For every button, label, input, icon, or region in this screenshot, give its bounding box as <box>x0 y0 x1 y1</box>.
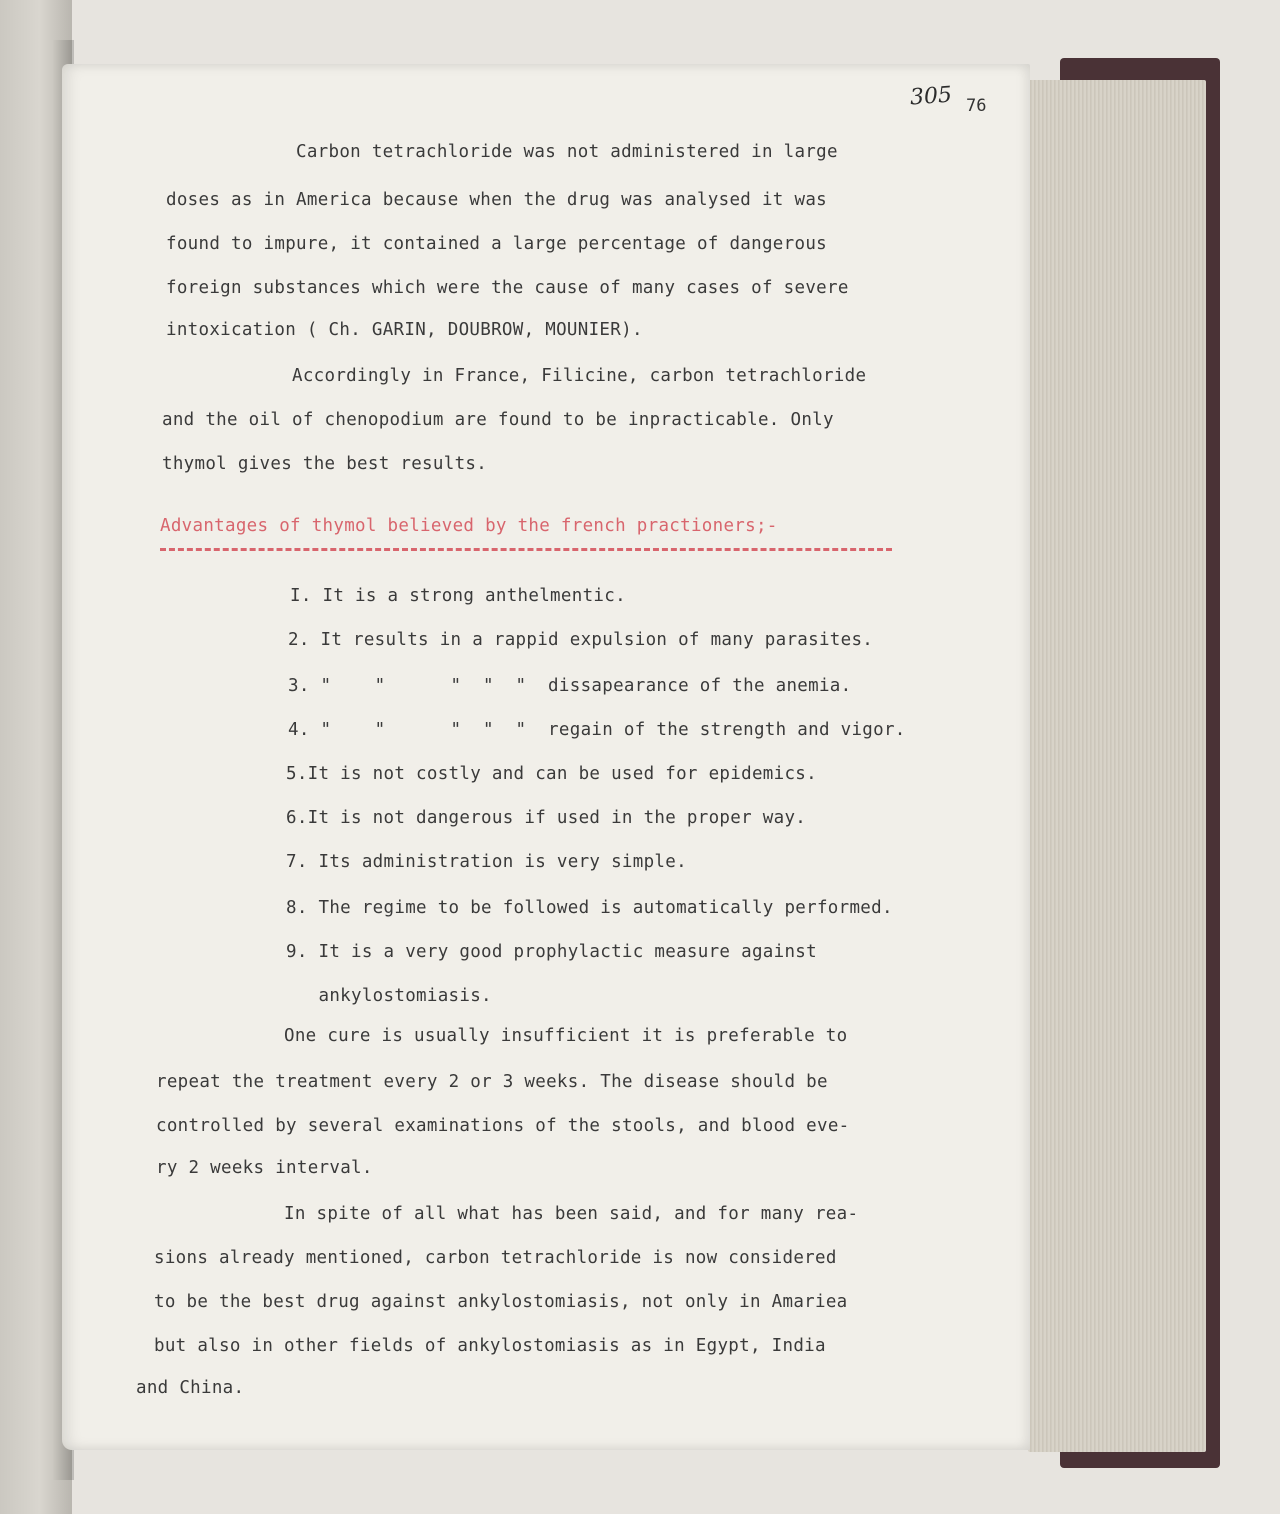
advantage-item: 7. Its administration is very simple. <box>286 852 687 872</box>
paragraph3-line: repeat the treatment every 2 or 3 weeks. The disease should be <box>156 1072 828 1092</box>
advantage-item: I. It is a strong anthelmentic. <box>290 586 626 606</box>
paragraph4-line: and China. <box>136 1378 245 1398</box>
heading-underline <box>160 548 892 551</box>
handwritten-folio-number: 305 <box>909 82 953 111</box>
paragraph1-line: found to impure, it contained a large percentage of dangerous <box>166 234 827 254</box>
page-stack-edge <box>1028 80 1206 1452</box>
paragraph1-line: doses as in America because when the drug was analysed it was <box>166 190 827 210</box>
paragraph4-line: to be the best drug against ankylostomiasis, not only in Amariea <box>154 1292 848 1312</box>
paragraph1-line: Carbon tetrachloride was not administered in large <box>296 142 838 162</box>
paragraph2-line: Accordingly in France, Filicine, carbon tetrachloride <box>292 366 867 386</box>
paragraph3-line: One cure is usually insufficient it is preferable to <box>284 1026 848 1046</box>
paragraph2-line: thymol gives the best results. <box>162 454 488 474</box>
advantage-item: ankylostomiasis. <box>286 986 492 1006</box>
section-heading: Advantages of thymol believed by the french practioners;- <box>160 516 778 536</box>
paragraph3-line: controlled by several examinations of the stools, and blood eve- <box>156 1116 850 1136</box>
page-number: 76 <box>966 96 987 116</box>
paragraph4-line: In spite of all what has been said, and for many rea- <box>284 1204 859 1224</box>
paragraph4-line: but also in other fields of ankylostomiasis as in Egypt, India <box>154 1336 826 1356</box>
advantage-item: 3. " " " " " dissapearance of the anemia. <box>288 676 852 696</box>
paragraph1-line: intoxication ( Ch. GARIN, DOUBROW, MOUNIER). <box>166 320 643 340</box>
advantage-item: 5.It is not costly and can be used for epidemics. <box>286 764 817 784</box>
advantage-item: 8. The regime to be followed is automatically performed. <box>286 898 893 918</box>
advantage-item: 9. It is a very good prophylactic measure against <box>286 942 817 962</box>
paragraph2-line: and the oil of chenopodium are found to be inpracticable. Only <box>162 410 834 430</box>
advantage-item: 4. " " " " " regain of the strength and vigor. <box>288 720 906 740</box>
paragraph4-line: sions already mentioned, carbon tetrachloride is now considered <box>154 1248 837 1268</box>
advantage-item: 6.It is not dangerous if used in the proper way. <box>286 808 807 828</box>
document-page <box>62 64 1030 1450</box>
paragraph1-line: foreign substances which were the cause of many cases of severe <box>166 278 849 298</box>
paragraph3-line: ry 2 weeks interval. <box>156 1158 373 1178</box>
advantage-item: 2. It results in a rappid expulsion of many parasites. <box>288 630 874 650</box>
